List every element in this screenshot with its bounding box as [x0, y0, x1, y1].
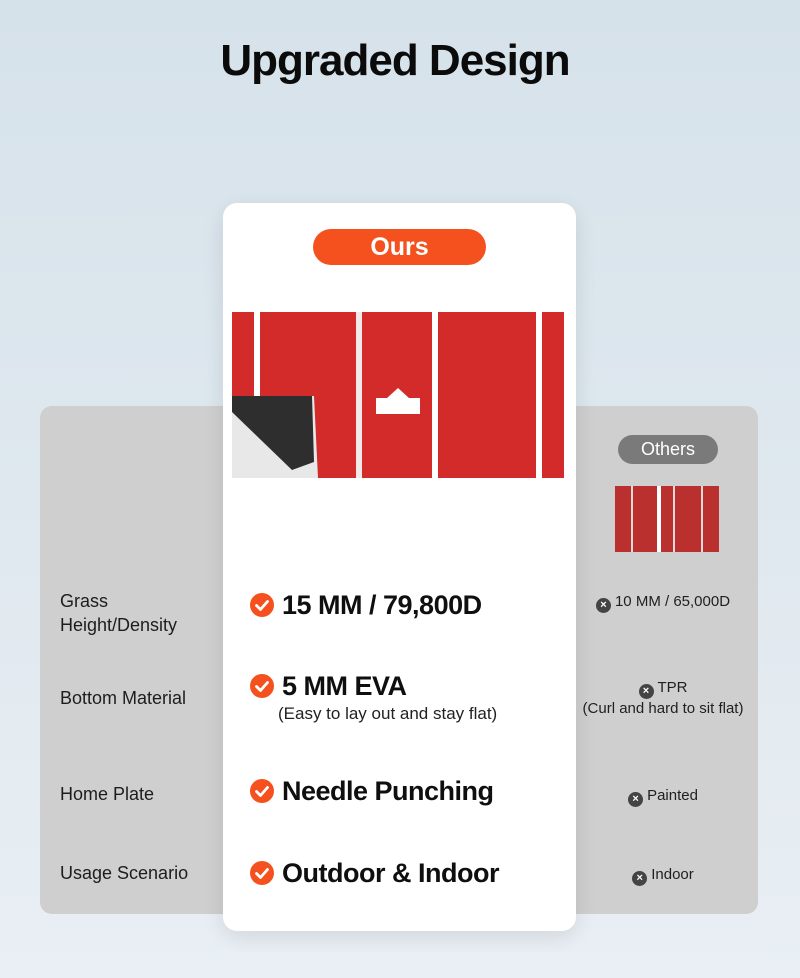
row-label-home-plate: Home Plate [60, 784, 155, 804]
check-icon [250, 861, 274, 885]
row-label-bottom: Bottom Material [60, 688, 187, 708]
ours-usage-value: Outdoor & Indoor [250, 857, 499, 889]
ours-bottom-value: 5 MM EVA (Easy to lay out and stay flat) [250, 670, 497, 724]
others-badge: Others [618, 435, 718, 464]
others-grass-value: × 10 MM / 65,000D [578, 592, 748, 613]
others-usage-value: × Indoor [578, 865, 748, 886]
others-bottom-value: × TPR (Curl and hard to sit flat) [582, 679, 744, 717]
ours-grass-value: 15 MM / 79,800D [250, 589, 482, 621]
check-icon [250, 674, 274, 698]
ours-badge: Ours [313, 229, 486, 265]
x-icon: × [632, 871, 647, 886]
check-icon [250, 779, 274, 803]
x-icon: × [639, 684, 654, 699]
page-title: Upgraded Design [220, 36, 570, 85]
others-home-plate-value: × Painted [578, 786, 748, 807]
x-icon: × [596, 598, 611, 613]
row-label-grass: Grass Height/Density [60, 591, 178, 635]
row-label-usage: Usage Scenario [60, 863, 189, 883]
x-icon: × [628, 792, 643, 807]
others-mat-image [615, 486, 719, 552]
ours-home-plate-value: Needle Punching [250, 775, 494, 807]
check-icon [250, 593, 274, 617]
ours-mat-image [232, 312, 564, 478]
